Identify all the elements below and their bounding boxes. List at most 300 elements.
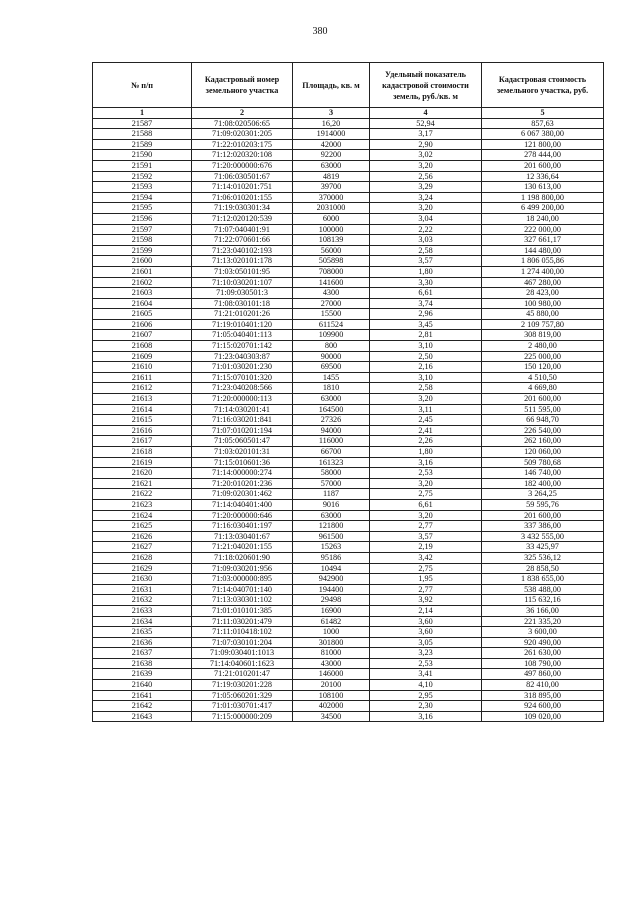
unit-value-cell: 3,10 [370,341,482,352]
area-cell: 63000 [293,394,370,405]
cadastral-number-cell: 71:09:030501:3 [192,288,293,299]
cadastral-value-cell: 467 280,00 [482,277,604,288]
cadastral-number-cell: 71:08:030101:18 [192,298,293,309]
unit-value-cell: 2,14 [370,605,482,616]
cadastral-value-cell: 130 613,00 [482,182,604,193]
unit-value-cell: 1,80 [370,266,482,277]
cadastral-number-cell: 71:22:010203:175 [192,139,293,150]
table-row [93,160,604,171]
cadastral-number-cell: 71:01:030701:417 [192,701,293,712]
table-row [93,584,604,595]
row-number-cell: 21595 [93,203,192,214]
area-cell: 1455 [293,372,370,383]
unit-value-cell: 1,80 [370,447,482,458]
area-cell: 109900 [293,330,370,341]
row-number-cell: 21612 [93,383,192,394]
area-cell: 164500 [293,404,370,415]
table-row [93,510,604,521]
unit-value-cell: 3,42 [370,552,482,563]
cadastral-number-cell: 71:21:010201:26 [192,309,293,320]
cadastral-value-cell: 201 600,00 [482,394,604,405]
cadastral-value-cell: 327 661,17 [482,235,604,246]
table-row [93,478,604,489]
cadastral-number-cell: 71:01:030201:230 [192,362,293,373]
table-row [93,224,604,235]
cadastral-number-cell: 71:18:020601:90 [192,552,293,563]
area-cell: 56000 [293,245,370,256]
area-cell: 42000 [293,139,370,150]
table-row [93,203,604,214]
row-number-cell: 21604 [93,298,192,309]
column-number: 3 [293,108,370,119]
table-row [93,425,604,436]
unit-value-cell: 3,57 [370,256,482,267]
area-cell: 66700 [293,447,370,458]
row-number-cell: 21590 [93,150,192,161]
unit-value-cell: 3,30 [370,277,482,288]
cadastral-number-cell: 71:22:070601:66 [192,235,293,246]
cadastral-value-cell: 120 060,00 [482,447,604,458]
unit-value-cell: 2,90 [370,139,482,150]
cadastral-value-cell: 59 595,76 [482,499,604,510]
table-row [93,213,604,224]
row-number-cell: 21620 [93,468,192,479]
table-header-row [93,63,604,108]
table-row [93,118,604,129]
table-row [93,552,604,563]
unit-value-cell: 2,75 [370,563,482,574]
unit-value-cell: 2,30 [370,701,482,712]
column-number: 2 [192,108,293,119]
header-unit-value: Удельный показатель кадастровой стоимости земель, руб./кв. м [370,63,482,108]
table-row [93,457,604,468]
area-cell: 4300 [293,288,370,299]
table-row [93,288,604,299]
cadastral-value-cell: 261 630,00 [482,648,604,659]
header-area: Площадь, кв. м [293,63,370,108]
cadastral-value-cell: 108 790,00 [482,658,604,669]
cadastral-number-cell: 71:13:020101:178 [192,256,293,267]
cadastral-value-cell: 109 020,00 [482,711,604,722]
table-row [93,309,604,320]
cadastral-value-cell: 12 336,64 [482,171,604,182]
column-number: 1 [93,108,192,119]
cadastral-value-cell: 308 819,00 [482,330,604,341]
table-row [93,658,604,669]
row-number-cell: 21589 [93,139,192,150]
cadastral-number-cell: 71:05:060201:329 [192,690,293,701]
unit-value-cell: 3,10 [370,372,482,383]
row-number-cell: 21609 [93,351,192,362]
cadastral-value-cell: 3 432 555,00 [482,531,604,542]
cadastral-table [92,62,604,722]
table-row [93,574,604,585]
table-row [93,616,604,627]
area-cell: 141600 [293,277,370,288]
unit-value-cell: 2,53 [370,658,482,669]
area-cell: 16,20 [293,118,370,129]
cadastral-value-cell: 924 600,00 [482,701,604,712]
unit-value-cell: 2,81 [370,330,482,341]
row-number-cell: 21594 [93,192,192,203]
row-number-cell: 21631 [93,584,192,595]
table-row [93,489,604,500]
cadastral-number-cell: 71:16:030201:841 [192,415,293,426]
cadastral-number-cell: 71:20:000000:646 [192,510,293,521]
table-row [93,521,604,532]
table-row [93,245,604,256]
table-row [93,341,604,352]
table-row [93,605,604,616]
area-cell: 100000 [293,224,370,235]
row-number-cell: 21624 [93,510,192,521]
unit-value-cell: 3,20 [370,160,482,171]
row-number-cell: 21630 [93,574,192,585]
cadastral-number-cell: 71:09:020301:205 [192,129,293,140]
cadastral-value-cell: 201 600,00 [482,510,604,521]
row-number-cell: 21629 [93,563,192,574]
cadastral-value-cell: 509 780,68 [482,457,604,468]
cadastral-number-cell: 71:19:030201:228 [192,680,293,691]
area-cell: 9016 [293,499,370,510]
area-cell: 81000 [293,648,370,659]
row-number-cell: 21598 [93,235,192,246]
area-cell: 942900 [293,574,370,585]
unit-value-cell: 3,74 [370,298,482,309]
area-cell: 34500 [293,711,370,722]
area-cell: 58000 [293,468,370,479]
table-row [93,266,604,277]
row-number-cell: 21607 [93,330,192,341]
cadastral-value-cell: 100 980,00 [482,298,604,309]
cadastral-number-cell: 71:21:040201:155 [192,542,293,553]
table-row [93,690,604,701]
row-number-cell: 21606 [93,319,192,330]
cadastral-number-cell: 71:12:020320:108 [192,150,293,161]
unit-value-cell: 3,23 [370,648,482,659]
cadastral-number-cell: 71:09:030401:1013 [192,648,293,659]
table-row [93,383,604,394]
table-row [93,415,604,426]
area-cell: 43000 [293,658,370,669]
unit-value-cell: 3,16 [370,711,482,722]
row-number-cell: 21636 [93,637,192,648]
table-row [93,351,604,362]
cadastral-number-cell: 71:12:020120:539 [192,213,293,224]
table-row [93,436,604,447]
row-number-cell: 21610 [93,362,192,373]
cadastral-number-cell: 71:14:040601:1623 [192,658,293,669]
cadastral-value-cell: 201 600,00 [482,160,604,171]
row-number-cell: 21591 [93,160,192,171]
area-cell: 108139 [293,235,370,246]
table-row [93,637,604,648]
cadastral-number-cell: 71:13:030401:67 [192,531,293,542]
cadastral-number-cell: 71:06:010201:155 [192,192,293,203]
table-row [93,330,604,341]
area-cell: 301800 [293,637,370,648]
cadastral-value-cell: 6 067 380,00 [482,129,604,140]
unit-value-cell: 2,95 [370,690,482,701]
table-row [93,182,604,193]
cadastral-number-cell: 71:08:020506:65 [192,118,293,129]
cadastral-value-cell: 920 490,00 [482,637,604,648]
cadastral-number-cell: 71:05:060501:47 [192,436,293,447]
cadastral-value-cell: 325 536,12 [482,552,604,563]
cadastral-value-cell: 262 160,00 [482,436,604,447]
area-cell: 800 [293,341,370,352]
area-cell: 20100 [293,680,370,691]
area-cell: 1914000 [293,129,370,140]
unit-value-cell: 3,60 [370,616,482,627]
table-row [93,627,604,638]
area-cell: 61482 [293,616,370,627]
cadastral-value-cell: 4 510,50 [482,372,604,383]
table-body [93,118,604,722]
unit-value-cell: 2,26 [370,436,482,447]
unit-value-cell: 2,77 [370,521,482,532]
unit-value-cell: 2,41 [370,425,482,436]
area-cell: 90000 [293,351,370,362]
unit-value-cell: 3,20 [370,203,482,214]
unit-value-cell: 2,56 [370,171,482,182]
row-number-cell: 21608 [93,341,192,352]
cadastral-value-cell: 33 425,97 [482,542,604,553]
unit-value-cell: 3,20 [370,394,482,405]
cadastral-value-cell: 144 480,00 [482,245,604,256]
row-number-cell: 21616 [93,425,192,436]
cadastral-value-cell: 857,63 [482,118,604,129]
row-number-cell: 21597 [93,224,192,235]
cadastral-value-cell: 115 632,16 [482,595,604,606]
row-number-cell: 21632 [93,595,192,606]
row-number-cell: 21641 [93,690,192,701]
cadastral-number-cell: 71:03:050101:95 [192,266,293,277]
row-number-cell: 21627 [93,542,192,553]
table-row [93,669,604,680]
table-row [93,362,604,373]
area-cell: 2031000 [293,203,370,214]
cadastral-value-cell: 318 895,00 [482,690,604,701]
unit-value-cell: 2,58 [370,383,482,394]
cadastral-value-cell: 1 838 655,00 [482,574,604,585]
row-number-cell: 21633 [93,605,192,616]
area-cell: 69500 [293,362,370,373]
table-row [93,319,604,330]
cadastral-number-cell: 71:20:000000:113 [192,394,293,405]
area-cell: 708000 [293,266,370,277]
cadastral-value-cell: 146 740,00 [482,468,604,479]
header-cadastral-value: Кадастровая стоимость земельного участка, руб. [482,63,604,108]
cadastral-number-cell: 71:06:030501:67 [192,171,293,182]
row-number-cell: 21640 [93,680,192,691]
row-number-cell: 21599 [93,245,192,256]
cadastral-value-cell: 3 600,00 [482,627,604,638]
unit-value-cell: 3,04 [370,213,482,224]
cadastral-value-cell: 222 000,00 [482,224,604,235]
unit-value-cell: 2,45 [370,415,482,426]
row-number-cell: 21587 [93,118,192,129]
cadastral-number-cell: 71:05:040401:113 [192,330,293,341]
cadastral-number-cell: 71:14:010201:751 [192,182,293,193]
row-number-cell: 21643 [93,711,192,722]
table-row [93,711,604,722]
unit-value-cell: 2,22 [370,224,482,235]
unit-value-cell: 3,24 [370,192,482,203]
table-row [93,701,604,712]
table-row [93,277,604,288]
row-number-cell: 21613 [93,394,192,405]
table-row [93,129,604,140]
cadastral-value-cell: 226 540,00 [482,425,604,436]
area-cell: 29498 [293,595,370,606]
table-row [93,468,604,479]
unit-value-cell: 2,77 [370,584,482,595]
area-cell: 370000 [293,192,370,203]
area-cell: 108100 [293,690,370,701]
unit-value-cell: 3,03 [370,235,482,246]
cadastral-value-cell: 66 948,70 [482,415,604,426]
unit-value-cell: 2,75 [370,489,482,500]
cadastral-value-cell: 497 860,00 [482,669,604,680]
table-row [93,192,604,203]
table-row [93,139,604,150]
cadastral-number-cell: 71:15:020701:142 [192,341,293,352]
cadastral-value-cell: 337 386,00 [482,521,604,532]
unit-value-cell: 3,60 [370,627,482,638]
row-number-cell: 21638 [93,658,192,669]
row-number-cell: 21637 [93,648,192,659]
row-number-cell: 21619 [93,457,192,468]
cadastral-number-cell: 71:07:040401:91 [192,224,293,235]
table-row [93,404,604,415]
row-number-cell: 21618 [93,447,192,458]
cadastral-number-cell: 71:15:000000:209 [192,711,293,722]
area-cell: 402000 [293,701,370,712]
unit-value-cell: 1,95 [370,574,482,585]
unit-value-cell: 2,58 [370,245,482,256]
area-cell: 1000 [293,627,370,638]
cadastral-value-cell: 511 595,00 [482,404,604,415]
table-row [93,563,604,574]
cadastral-value-cell: 45 880,00 [482,309,604,320]
cadastral-number-cell: 71:13:030301:102 [192,595,293,606]
cadastral-value-cell: 18 240,00 [482,213,604,224]
unit-value-cell: 3,20 [370,510,482,521]
area-cell: 116000 [293,436,370,447]
area-cell: 1810 [293,383,370,394]
area-cell: 10494 [293,563,370,574]
row-number-cell: 21596 [93,213,192,224]
unit-value-cell: 3,11 [370,404,482,415]
row-number-cell: 21603 [93,288,192,299]
cadastral-value-cell: 2 480,00 [482,341,604,352]
area-cell: 63000 [293,160,370,171]
area-cell: 4819 [293,171,370,182]
area-cell: 92200 [293,150,370,161]
cadastral-number-cell: 71:07:010201:194 [192,425,293,436]
cadastral-value-cell: 538 488,00 [482,584,604,595]
unit-value-cell: 6,61 [370,288,482,299]
area-cell: 121800 [293,521,370,532]
row-number-cell: 21617 [93,436,192,447]
unit-value-cell: 3,29 [370,182,482,193]
cadastral-value-cell: 3 264,25 [482,489,604,500]
area-cell: 505898 [293,256,370,267]
area-cell: 1187 [293,489,370,500]
row-number-cell: 21602 [93,277,192,288]
cadastral-number-cell: 71:15:010601:36 [192,457,293,468]
row-number-cell: 21621 [93,478,192,489]
row-number-cell: 21600 [93,256,192,267]
table-row [93,394,604,405]
area-cell: 146000 [293,669,370,680]
cadastral-value-cell: 28 858,50 [482,563,604,574]
cadastral-value-cell: 1 274 400,00 [482,266,604,277]
unit-value-cell: 6,61 [370,499,482,510]
area-cell: 611524 [293,319,370,330]
area-cell: 161323 [293,457,370,468]
table-row [93,499,604,510]
row-number-cell: 21639 [93,669,192,680]
cadastral-value-cell: 6 499 200,00 [482,203,604,214]
area-cell: 94000 [293,425,370,436]
cadastral-number-cell: 71:19:030301:34 [192,203,293,214]
table-row [93,447,604,458]
area-cell: 27000 [293,298,370,309]
unit-value-cell: 3,57 [370,531,482,542]
unit-value-cell: 2,53 [370,468,482,479]
cadastral-number-cell: 71:14:000000:274 [192,468,293,479]
row-number-cell: 21592 [93,171,192,182]
row-number-cell: 21628 [93,552,192,563]
cadastral-number-cell: 71:23:040303:87 [192,351,293,362]
page-number: 380 [312,26,328,37]
row-number-cell: 21625 [93,521,192,532]
cadastral-number-cell: 71:14:040701:140 [192,584,293,595]
table-row [93,256,604,267]
unit-value-cell: 3,02 [370,150,482,161]
cadastral-value-cell: 150 120,00 [482,362,604,373]
area-cell: 39700 [293,182,370,193]
area-cell: 57000 [293,478,370,489]
table-row [93,150,604,161]
row-number-cell: 21634 [93,616,192,627]
cadastral-number-cell: 71:01:010101:385 [192,605,293,616]
area-cell: 95186 [293,552,370,563]
row-number-cell: 21593 [93,182,192,193]
table-row [93,372,604,383]
cadastral-value-cell: 225 000,00 [482,351,604,362]
cadastral-value-cell: 1 806 055,86 [482,256,604,267]
header-row-number: № п/п [93,63,192,108]
cadastral-number-cell: 71:20:000000:676 [192,160,293,171]
area-cell: 6000 [293,213,370,224]
cadastral-number-cell: 71:10:030201:107 [192,277,293,288]
area-cell: 27326 [293,415,370,426]
unit-value-cell: 2,19 [370,542,482,553]
unit-value-cell: 3,17 [370,129,482,140]
cadastral-number-cell: 71:03:000000:895 [192,574,293,585]
row-number-cell: 21615 [93,415,192,426]
cadastral-value-cell: 182 400,00 [482,478,604,489]
table-row [93,595,604,606]
cadastral-value-cell: 278 444,00 [482,150,604,161]
row-number-cell: 21601 [93,266,192,277]
cadastral-number-cell: 71:15:070101:320 [192,372,293,383]
table-row [93,531,604,542]
row-number-cell: 21626 [93,531,192,542]
